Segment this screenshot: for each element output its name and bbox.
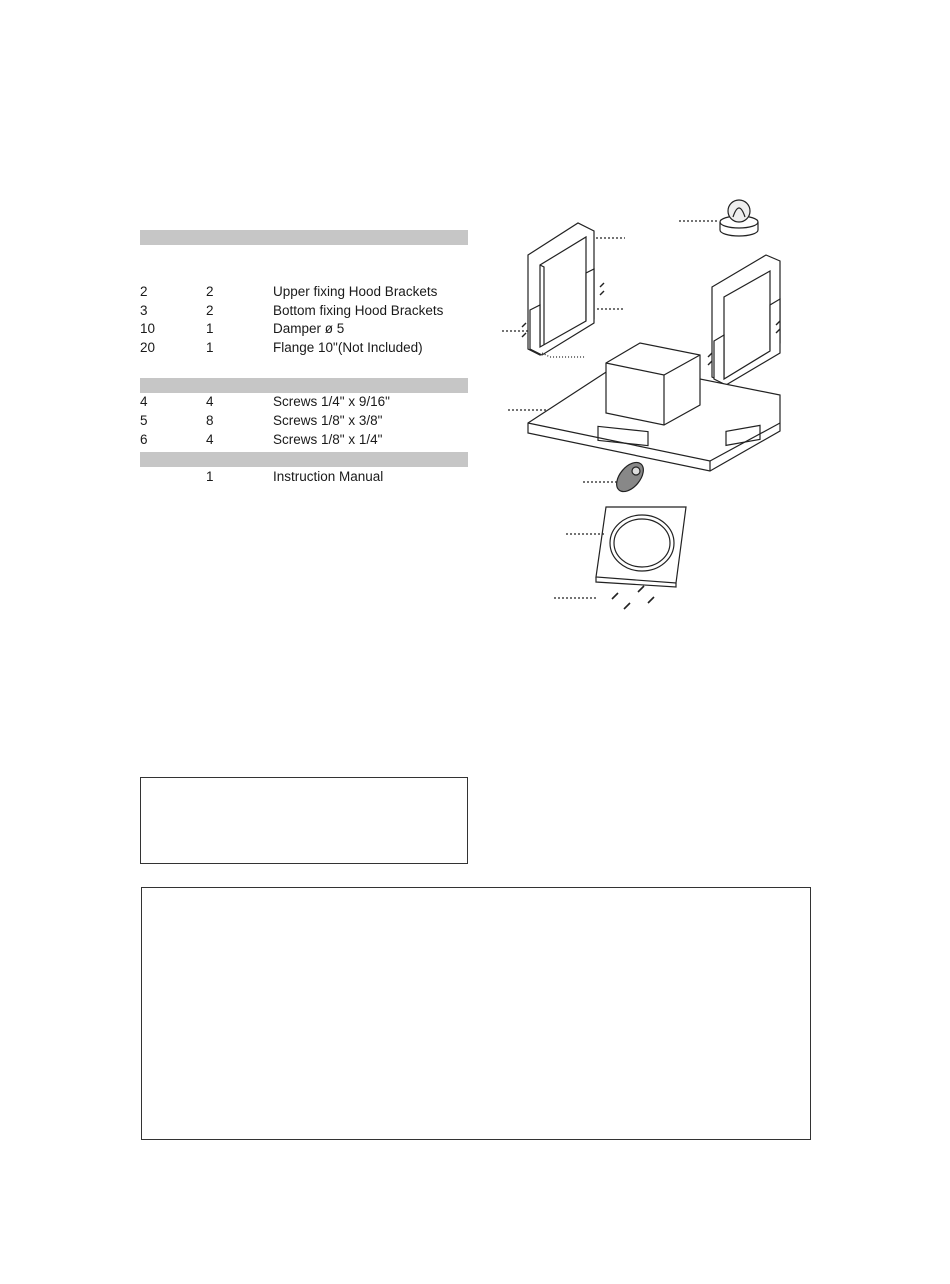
damper-part xyxy=(720,200,758,236)
bracket-right xyxy=(712,255,780,385)
flange-plate xyxy=(596,507,686,587)
exploded-parts-diagram xyxy=(490,185,800,625)
table-row: 5 8 Screws 1/8" x 3/8" xyxy=(140,413,383,428)
components-header-bar xyxy=(140,230,468,245)
screws-part xyxy=(612,586,654,609)
warning-box xyxy=(141,887,811,1140)
installation-header-bar xyxy=(140,378,468,393)
documentation-header-bar xyxy=(140,452,468,467)
table-row: 4 4 Screws 1/4" x 9/16" xyxy=(140,394,390,409)
table-row: 10 1 Damper ø 5 xyxy=(140,321,345,336)
table-row: 3 2 Bottom fixing Hood Brackets xyxy=(140,303,444,318)
table-row: 6 4 Screws 1/8" x 1/4" xyxy=(140,432,383,447)
note-box xyxy=(140,777,468,864)
table-row: 2 2 Upper fixing Hood Brackets xyxy=(140,284,438,299)
table-row: 20 1 Flange 10"(Not Included) xyxy=(140,340,423,355)
table-row: 1 Instruction Manual xyxy=(206,469,384,484)
remote-control xyxy=(611,458,648,497)
motor-box xyxy=(606,343,700,425)
